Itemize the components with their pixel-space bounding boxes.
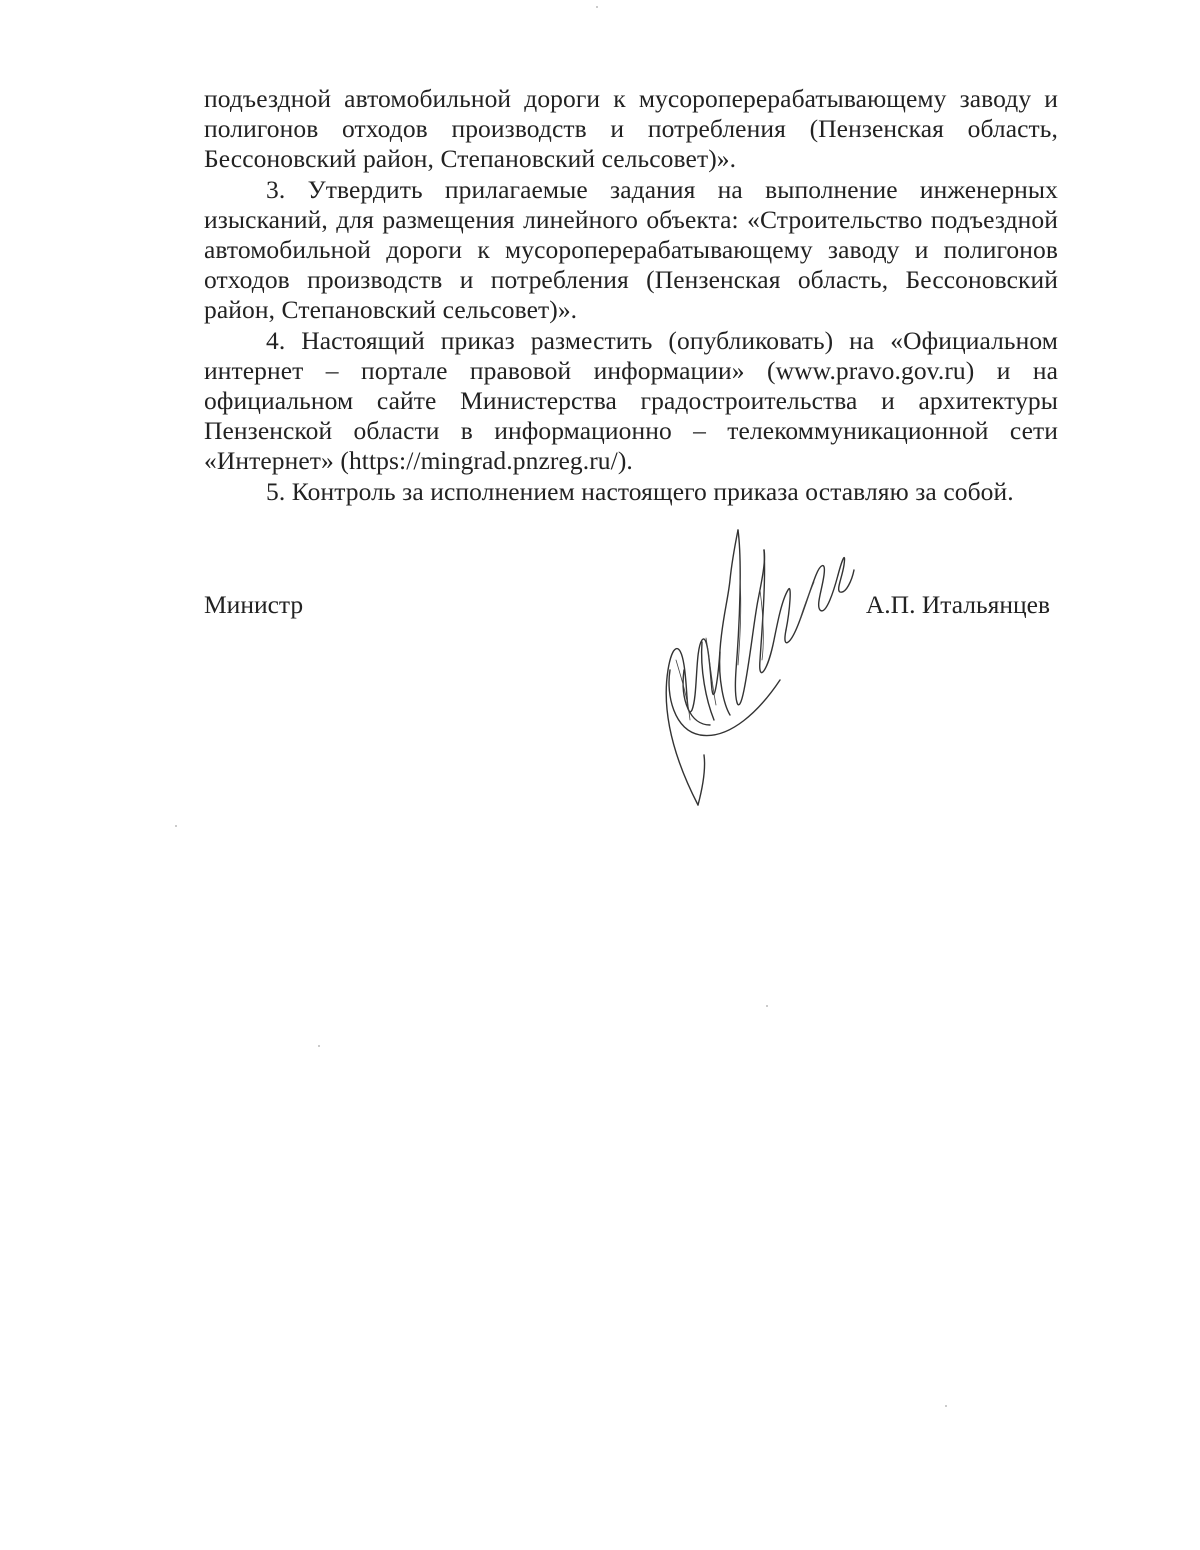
- document-body: [204, 84, 1058, 507]
- scan-speck: [175, 825, 177, 827]
- signature-block: [204, 590, 1058, 630]
- signer-name: А.П. Итальянцев: [865, 590, 1050, 619]
- handwritten-signature: [640, 520, 870, 820]
- position-title: Министр: [204, 590, 304, 619]
- paragraph-item-3: 3. Утвердить прилагаемые задания на выполнение инженерных изысканий, для размещения линейного объекта: «Строительство подъездной автомобильной дороги к мусороперерабатывающему заводу и полигонов отходов производств и потребления (Пензенская область, Бессоновский район, Степановский сельсовет)».: [204, 174, 1058, 325]
- paragraph-item-4: 4. Настоящий приказ разместить (опубликовать) на «Официальном интернет – портале правовой информации» (www.pravo.gov.ru) и на официальном сайте Министерства градостроительства и архитектуры Пензенской области в информационно – телекоммуникационной сети «Интернет» (https://mingrad.pnzreg.ru/).: [204, 325, 1058, 476]
- paragraph-item-5: 5. Контроль за исполнением настоящего приказа оставляю за собой.: [266, 476, 1014, 506]
- scan-speck: [766, 1005, 768, 1007]
- scan-speck: [945, 1405, 947, 1407]
- scan-speck: [318, 1045, 320, 1047]
- scan-speck: [596, 6, 598, 8]
- paragraph-continuation: подъездной автомобильной дороги к мусороперерабатывающему заводу и полигонов отходов производств и потребления (Пензенская область, Бессоновский район, Степановский сельсовет)».: [204, 84, 1058, 174]
